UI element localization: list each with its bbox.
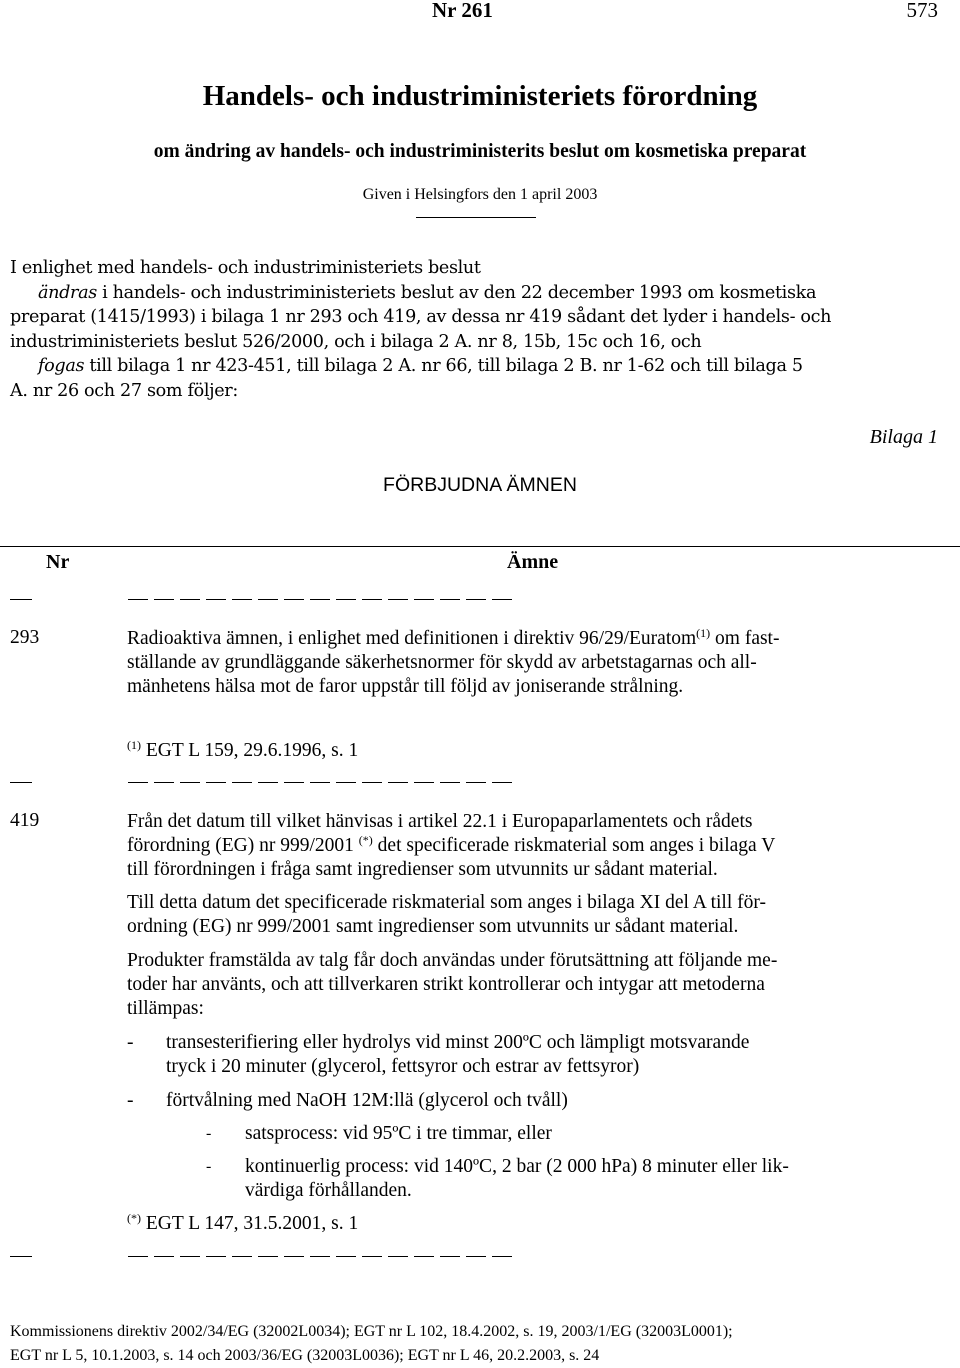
given-date: Given i Helsingfors den 1 april 2003	[362, 186, 598, 203]
column-header-nr: Nr	[46, 551, 70, 573]
entry-text-line: till förordningen i fråga samt ingredienser som utvunnits ur sådant material.	[127, 859, 718, 880]
entry-number: 419	[10, 810, 40, 831]
intro-line: I enlighet med handels- och industriministeriets beslut	[10, 258, 481, 278]
document-number: Nr 261	[432, 0, 493, 22]
column-header-substance: Ämne	[507, 551, 559, 573]
intro-line: fogas till bilaga 1 nr 423-451, till bilaga 2 A. nr 66, till bilaga 2 B. nr 1-62 och till bilaga 5	[38, 356, 803, 376]
entry-text-line: toder har använts, och att tillverkaren strikt kontrollerar och intygar att metoderna	[127, 974, 765, 995]
document-subtitle: om ändring av handels- och industriministerits beslut om kosmetiska preparat	[153, 141, 807, 162]
intro-emphasis: ändras	[38, 283, 97, 303]
intro-line: preparat (1415/1993) i bilaga 1 nr 293 och 419, av dessa nr 419 sådant det lyder i handels- och	[10, 307, 832, 327]
nr-separator	[10, 599, 38, 601]
entry-text-line: Radioaktiva ämnen, i enlighet med definitionen i direktiv 96/29/Euratom$^{(1)}$ om fast-	[127, 626, 780, 649]
intro-line: A. nr 26 och 27 som följer:	[10, 381, 238, 401]
footnote: $^{(1)}$ EGT L 159, 29.6.1996, s. 1	[127, 738, 359, 761]
row-separator	[128, 599, 518, 601]
intro-line: industriministeriets beslut 526/2000, och i bilaga 2 A. nr 8, 15b, 15c och 16, och	[10, 332, 702, 352]
entry-text-line: tillämpas:	[127, 998, 204, 1019]
sub-bullet-dash: -	[206, 1125, 212, 1142]
entry-text-line: Från det datum till vilket hänvisas i artikel 22.1 i Europaparlamentets och rådets	[127, 811, 753, 832]
bullet-text: förtvålning med NaOH 12M:llä (glycerol och tvåll)	[166, 1090, 568, 1111]
page-number: 573	[906, 0, 938, 22]
bullet-text: tryck i 20 minuter (glycerol, fettsyror och estrar av fettsyror)	[166, 1056, 640, 1077]
sub-bullet-text: värdiga förhållanden.	[245, 1180, 412, 1201]
entry-text-line: Produkter framstälda av talg får doch användas under förutsättning att följande me-	[127, 950, 778, 971]
footnote: (*) EGT L 147, 31.5.2001, s. 1	[127, 1211, 359, 1234]
bullet-dash: -	[127, 1032, 134, 1053]
row-separator	[128, 1256, 518, 1258]
section-title: FÖRBJUDNA ÄMNEN	[383, 474, 577, 496]
sub-bullet-dash: -	[206, 1158, 212, 1175]
entry-text-line: Till detta datum det specificerade riskmaterial som anges i bilaga XI del A till för-	[127, 892, 766, 913]
row-separator	[128, 782, 518, 784]
nr-separator	[10, 782, 38, 784]
sub-bullet-text: satsprocess: vid 95ºC i tre timmar, eller	[245, 1123, 552, 1144]
nr-separator	[10, 1256, 38, 1258]
bullet-dash: -	[127, 1090, 134, 1111]
footer-reference: EGT nr L 5, 10.1.2003, s. 14 och 2003/36/EG (32003L0036); EGT nr L 46, 20.2.2003, s. 24	[10, 1347, 600, 1364]
footer-reference: Kommissionens direktiv 2002/34/EG (32002L0034); EGT nr L 102, 18.4.2002, s. 19, 2003/1/EG (32003L0001);	[10, 1323, 733, 1340]
entry-text-line: ställande av grundläggande säkerhetsnormer för skydd av arbetstagarnas och all-	[127, 652, 757, 673]
bullet-text: transesterifiering eller hydrolys vid minst 200ºC och lämpligt motsvarande	[166, 1032, 750, 1053]
document-title: Handels- och industriministeriets förordning	[202, 80, 758, 112]
title-divider	[416, 217, 536, 218]
sub-bullet-text: kontinuerlig process: vid 140ºC, 2 bar (2 000 hPa) 8 minuter eller lik-	[245, 1156, 789, 1177]
intro-emphasis: fogas	[38, 356, 85, 376]
annex-label: Bilaga 1	[869, 426, 938, 448]
entry-text-line: ordning (EG) nr 999/2001 samt ingredienser som utvunnits ur sådant material.	[127, 916, 739, 937]
table-top-rule	[0, 546, 960, 547]
entry-text-line: mänhetens hälsa mot de faror uppstår till följd av joniserande strålning.	[127, 676, 684, 697]
entry-number: 293	[10, 627, 40, 648]
entry-text-line: förordning (EG) nr 999/2001 (*) det specificerade riskmaterial som anges i bilaga V	[127, 833, 776, 856]
intro-line: ändras i handels- och industriministeriets beslut av den 22 december 1993 om kosmetiska	[38, 283, 817, 303]
